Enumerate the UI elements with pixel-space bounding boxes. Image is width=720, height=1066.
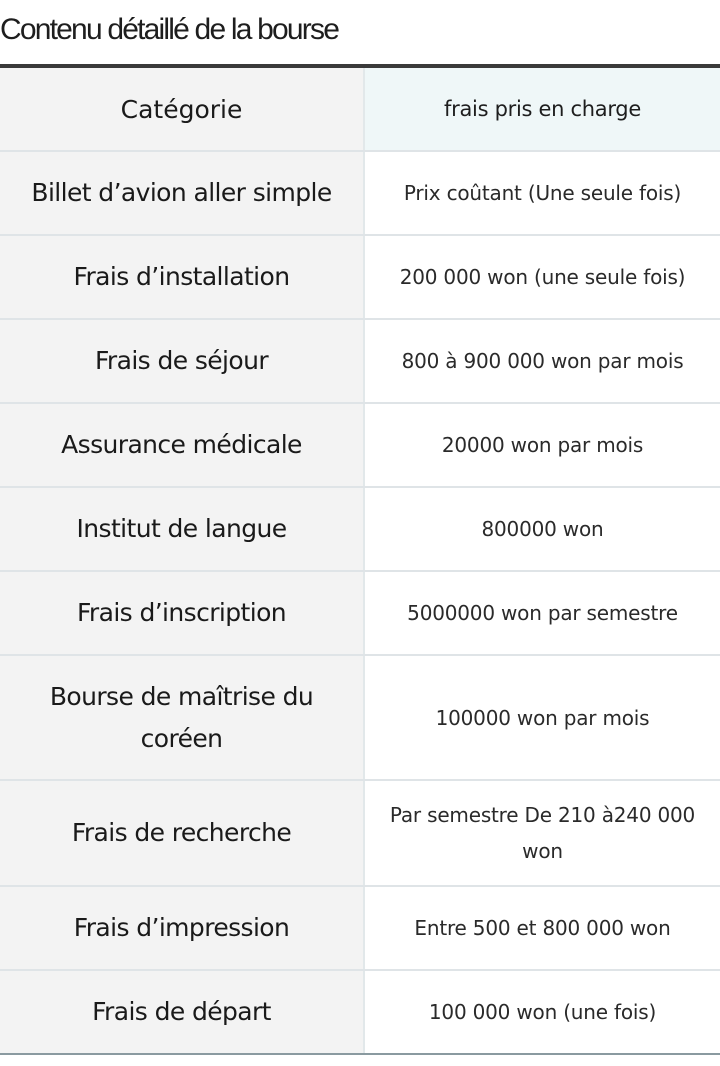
table-row <box>0 487 720 571</box>
table-row <box>0 655 720 780</box>
category-cell: Assurance médicale <box>0 403 364 487</box>
fee-cell: 200 000 won (une seule fois) <box>364 235 720 319</box>
table-row <box>0 235 720 319</box>
category-cell: Frais de recherche <box>0 780 364 886</box>
table-row <box>0 403 720 487</box>
column-header-fees: frais pris en charge <box>364 68 720 151</box>
category-cell: Billet d’avion aller simple <box>0 151 364 235</box>
category-cell: Frais d’impression <box>0 886 364 970</box>
category-cell: Institut de langue <box>0 487 364 571</box>
scholarship-table <box>0 68 720 1053</box>
fee-cell: Par semestre De 210 à240 000 won <box>364 780 720 886</box>
fee-cell: 800 à 900 000 won par mois <box>364 319 720 403</box>
column-header-category: Catégorie <box>0 68 364 151</box>
scholarship-table-container <box>0 64 720 1055</box>
category-cell: Frais d’installation <box>0 235 364 319</box>
category-cell: Bourse de maîtrise du coréen <box>0 655 364 780</box>
fee-cell: 100 000 won (une fois) <box>364 970 720 1053</box>
fee-cell: 100000 won par mois <box>364 655 720 780</box>
table-row <box>0 886 720 970</box>
category-cell: Frais de départ <box>0 970 364 1053</box>
fee-cell: Entre 500 et 800 000 won <box>364 886 720 970</box>
table-header-row <box>0 68 720 151</box>
table-row <box>0 571 720 655</box>
category-cell: Frais d’inscription <box>0 571 364 655</box>
page-title: Contenu détaillé de la bourse <box>0 13 339 46</box>
table-row <box>0 780 720 886</box>
table-row <box>0 151 720 235</box>
fee-cell: 5000000 won par semestre <box>364 571 720 655</box>
table-row <box>0 319 720 403</box>
category-cell: Frais de séjour <box>0 319 364 403</box>
table-row <box>0 970 720 1053</box>
fee-cell: Prix coûtant (Une seule fois) <box>364 151 720 235</box>
fee-cell: 20000 won par mois <box>364 403 720 487</box>
fee-cell: 800000 won <box>364 487 720 571</box>
